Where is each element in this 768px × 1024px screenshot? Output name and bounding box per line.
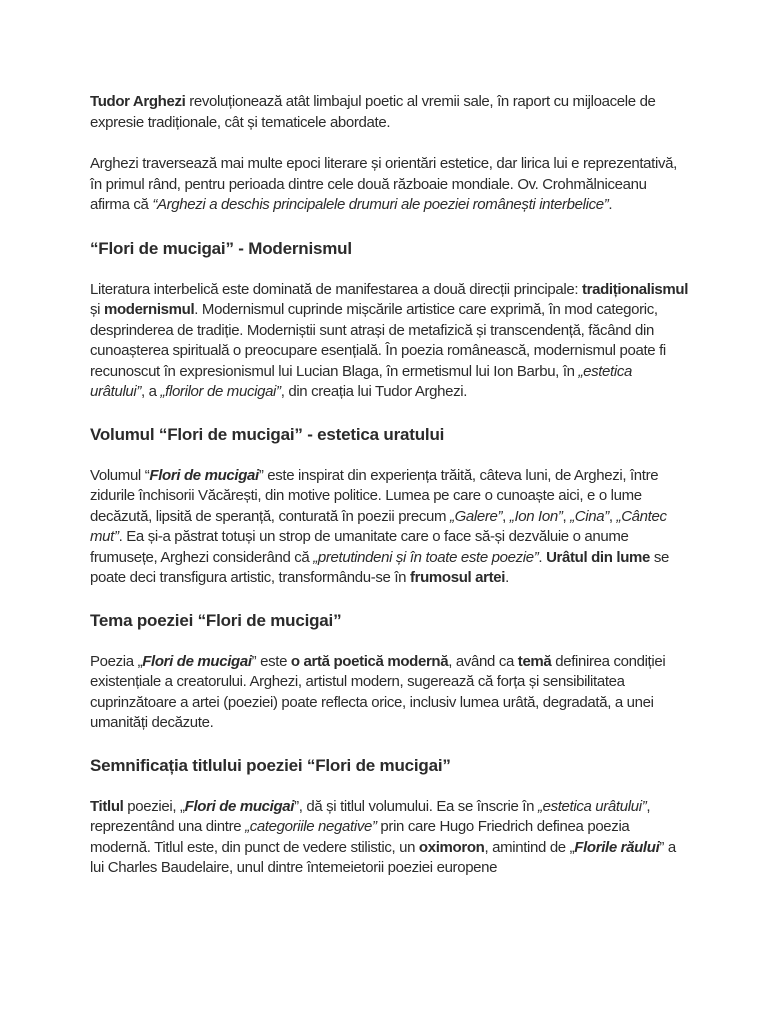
crohmalniceanu-quote: “Arghezi a deschis principalele drumuri ale poeziei românești interbelice” bbox=[152, 196, 609, 213]
author-name: Tudor Arghezi bbox=[90, 93, 186, 110]
paragraph-theme: Poezia „Flori de mucigai” este o artă poetică modernă, având ca temă definirea condiției existențiale a creatorului. Arghezi, artistul modern, sugerează că forța și sensibilitatea cuprinzătoare a artei (poeziei) poate reflecta orice, inclusiv lumea urâtă, degradată, a unei umanități decăzute. bbox=[90, 652, 666, 731]
paragraph-epochs: Arghezi traversează mai multe epoci literare și orientări estetice, dar lirica lui e reprezentativă, în primul rând, pentru perioada dintre cele două războaie mondiale. Ov. Crohmălniceanu afirma că “Arghezi a deschis principalele drumuri ale poeziei românești interbelice”. bbox=[90, 155, 677, 213]
document-page bbox=[90, 92, 690, 879]
paragraph-intro: Tudor Arghezi revoluționează atât limbajul poetic al vremii sale, în raport cu mijloacele de expresie tradiționale, cât și tematicele abordate. bbox=[90, 93, 656, 131]
paragraph-modernism: Literatura interbelică este dominată de manifestarea a două direcții principale: tradiționalismul și modernismul. Modernismul cuprinde mișcările artistice care exprimă, în mod categoric, desprinderea de tradiție. Moderniștii sunt atrași de metafizică și transcendență, făcând din cunoașterea spirituală o preocupare esențială. În poezia românească, modernismul poate fi recunoscut în expresionismul lui Lucian Blaga, în ermetismul lui Ion Barbu, în „estetica urâtului”, a „florilor de mucigai”, din creația lui Tudor Arghezi. bbox=[90, 280, 689, 400]
paragraph-volume: Volumul “Flori de mucigai” este inspirat din experiența trăită, câteva luni, de Arghezi, între zidurile închisorii Văcărești, din motive politice. Lumea pe care o cunoaște aici, e o lume decăzută, lipsită de speranță, conturată în poezii precum „Galere”, „Ion Ion”, „Cina”, „Cântec mut”. Ea și-a păstrat totuși un strop de umanitate care o face să-și dezvăluie o anume frumusețe, Arghezi considerând că „pretutindeni și în toate este poezie”. Urâtul din lume se poate deci transfigura artistic, transformându-se în frumosul artei. bbox=[90, 466, 669, 586]
heading-theme: Tema poeziei “Flori de mucigai” bbox=[90, 610, 342, 630]
heading-modernism: “Flori de mucigai” - Modernismul bbox=[90, 238, 352, 258]
heading-title-meaning: Semnificația titlului poeziei “Flori de mucigai” bbox=[90, 755, 451, 775]
paragraph-title-meaning: Titlul poeziei, „Flori de mucigai”, dă și titlul volumului. Ea se înscrie în „estetica urâtului”, reprezentând una dintre „categoriile negative” prin care Hugo Friedrich definea poezia modernă. Titlul este, din punct de vedere stilistic, un oximoron, amintind de „Florile răului” a lui Charles Baudelaire, unul dintre întemeietorii poeziei europene bbox=[90, 797, 676, 876]
heading-volume: Volumul “Flori de mucigai” - estetica uratului bbox=[90, 424, 445, 444]
